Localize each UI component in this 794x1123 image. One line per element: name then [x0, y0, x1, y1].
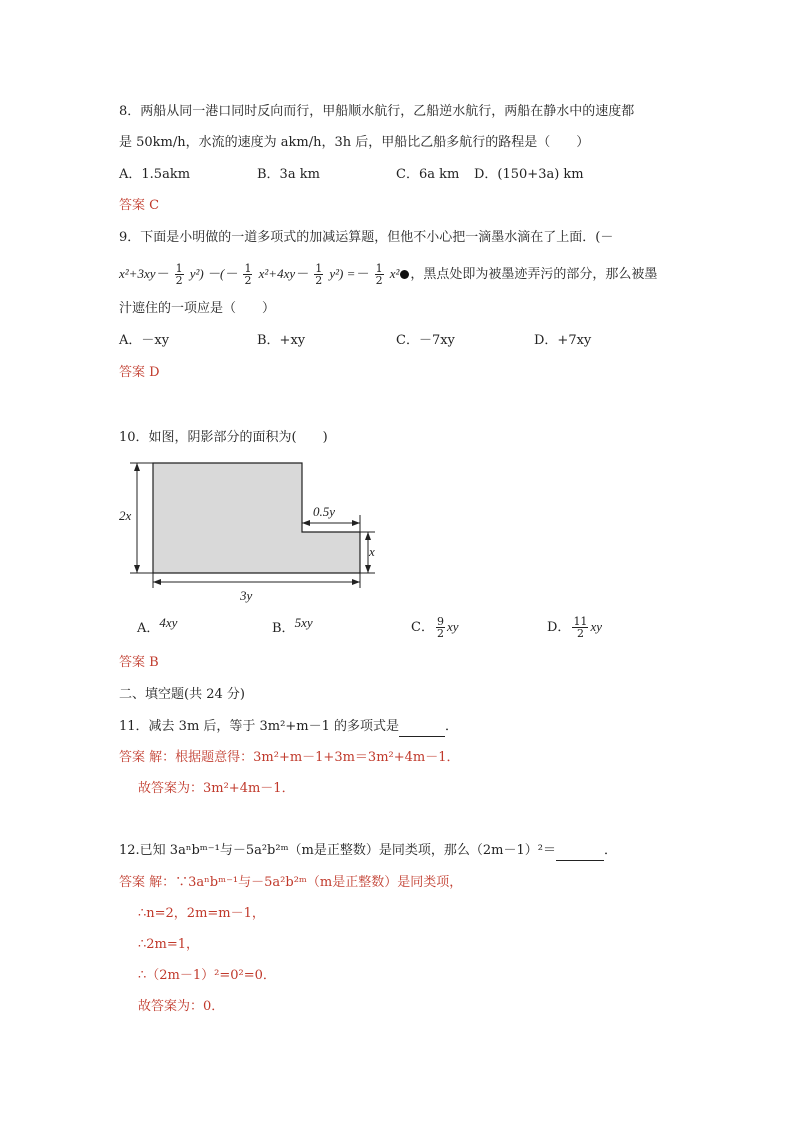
q9-expr-c: x²+4xy－ — [258, 266, 309, 281]
q9-expr-b: y²) －(－ — [189, 266, 238, 281]
q10-option-b: B．5xy — [272, 615, 313, 636]
arrow-left-icon — [302, 520, 310, 526]
q9-frac-1: $\frac{1}{2}$ — [175, 262, 183, 287]
q12-line1: 12.已知 3aⁿbᵐ⁻¹与－5a²b²ᵐ（m是正整数）是同类项，那么（2m－1）²＝ ． — [119, 841, 617, 861]
q12-answer: 答案 解：∵3aⁿbᵐ⁻¹与－5a²b²ᵐ（m是正整数）是同类项， — [119, 875, 463, 890]
q12-step2: ∴2m=1， — [138, 937, 200, 952]
q9-option-d: D．+7xy — [534, 333, 592, 348]
arrow-up-icon — [134, 463, 140, 471]
q8-option-c: C．6a km — [396, 167, 460, 182]
q9-expr-a: x²+3xy－ — [119, 266, 169, 281]
q8-line1: 8．两船从同一港口同时反向而行，甲船顺水航行，乙船逆水航行，两船在静水中的速度都 — [119, 104, 635, 119]
q11-line1: 11．减去 3m 后，等于 3m²+m－1 的多项式是 ． — [119, 717, 458, 737]
arrow-up-icon — [365, 532, 371, 540]
ink-blot-icon — [400, 270, 409, 279]
q9-expr-d: y²) =－ — [329, 266, 369, 281]
label-0-5y: 0.5y — [313, 504, 336, 519]
label-2x: 2x — [119, 508, 132, 523]
q11-answer: 答案 解：根据题意得：3m²+m－1+3m＝3m²+4m－1． — [119, 750, 460, 765]
q8-answer: 答案 C — [119, 198, 160, 213]
q8-option-b: B．3a km — [257, 167, 320, 182]
arrow-right-icon — [352, 579, 360, 585]
q9-frac-3: $\frac{1}{2}$ — [315, 262, 323, 287]
q9-answer: 答案 D — [119, 365, 160, 380]
q12-step3: ∴（2m－1）²=0²=0． — [138, 968, 276, 983]
q10-option-a: A．4xy — [137, 615, 178, 636]
q9-option-b: B．+xy — [257, 333, 306, 348]
q12-conclusion: 故答案为：0． — [138, 999, 225, 1014]
label-x: x — [369, 544, 375, 559]
answer-blank — [399, 723, 445, 737]
q9-expr-tail: ，黑点处即为被墨迹弄污的部分，那么被墨 — [410, 267, 658, 282]
shaded-area-figure — [113, 455, 383, 605]
arrow-down-icon — [365, 565, 371, 573]
q8-option-d: D．(150+3a) km — [474, 167, 584, 182]
q10-line1: 10．如图，阴影部分的面积为( ) — [119, 430, 328, 445]
arrow-right-icon — [352, 520, 360, 526]
q9-frac-4: $\frac{1}{2}$ — [375, 262, 383, 287]
q10-answer: 答案 B — [119, 655, 159, 670]
q10-option-d: D． $\frac{11}{2}$ xy — [547, 615, 602, 640]
q9-option-a: A．－xy — [119, 333, 170, 348]
answer-blank — [556, 847, 604, 861]
q9-line3: 汁遮住的一项应是（ ） — [119, 301, 276, 316]
q9-option-c: C．－7xy — [396, 333, 455, 348]
q11-conclusion: 故答案为：3m²+4m－1． — [138, 781, 295, 796]
q9-expr-e: x² — [389, 266, 400, 281]
arrow-left-icon — [153, 579, 161, 585]
q8-option-a: A．1.5akm — [119, 167, 191, 182]
q9-line2 — [119, 260, 657, 289]
section-title: 二、填空题(共 24 分) — [119, 687, 245, 702]
q12-step1: ∴n=2，2m=m－1， — [138, 906, 265, 921]
q9-line1: 9．下面是小明做的一道多项式的加减运算题，但他不小心把一滴墨水滴在了上面．(－ — [119, 230, 614, 245]
arrow-down-icon — [134, 565, 140, 573]
q8-line2: 是 50km/h，水流的速度为 akm/h，3h 后，甲船比乙船多航行的路程是（ ） — [119, 135, 590, 150]
q9-frac-2: $\frac{1}{2}$ — [244, 262, 252, 287]
label-3y: 3y — [240, 588, 253, 603]
q10-option-c: C． $\frac{9}{2}$ xy — [411, 615, 459, 640]
